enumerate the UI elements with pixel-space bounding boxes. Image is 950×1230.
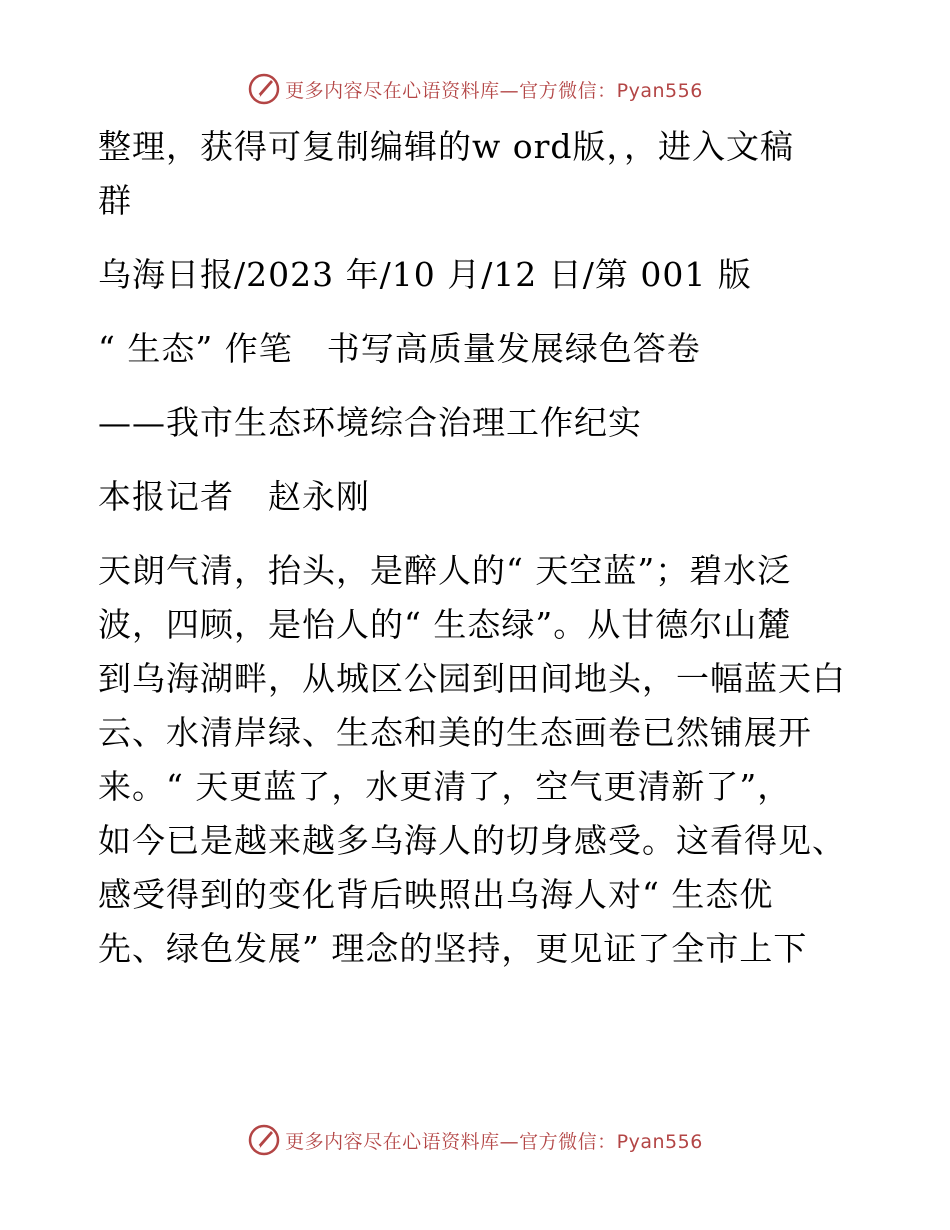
body-line: 波，四顾，是怡人的“ 生态绿”。从甘德尔山麓 [98, 605, 792, 644]
body-line: 到乌海湖畔，从城区公园到田间地头，一幅蓝天白 [98, 659, 846, 698]
header-watermark [0, 69, 950, 109]
body-line: 云、水清岸绿、生态和美的生态画卷已然铺展开 [98, 713, 812, 752]
source-line: 乌海日报/2023 年/10 月/12 日/第 001 版 [98, 255, 752, 294]
body-line: 来。“ 天更蓝了，水更清了，空气更清新了”， [98, 767, 792, 806]
article-subtitle: ——我市生态环境综合治理工作纪实 [98, 403, 642, 442]
byline: 本报记者 赵永刚 [98, 477, 370, 516]
intro-line-2: 群 [98, 181, 132, 220]
quill-logo-icon [247, 72, 281, 106]
document-body [98, 120, 858, 976]
intro-line-1: 整理，获得可复制编辑的w ord版，，进入文稿 [98, 127, 795, 166]
body-line: 如今已是越来越多乌海人的切身感受。这看得见、 [98, 821, 846, 860]
body-line: 先、绿色发展” 理念的坚持，更见证了全市上下 [98, 929, 808, 968]
watermark-text: 更多内容尽在心语资料库—官方微信：Pyan556 [285, 79, 703, 102]
body-line: 天朗气清，抬头，是醉人的“ 天空蓝”；碧水泛 [98, 551, 792, 590]
article-title: “ 生态” 作笔 书写高质量发展绿色答卷 [98, 329, 701, 368]
body-line: 感受得到的变化背后映照出乌海人对“ 生态优 [98, 875, 774, 914]
footer-watermark [0, 1120, 950, 1160]
quill-logo-icon [247, 1123, 281, 1157]
watermark-text: 更多内容尽在心语资料库—官方微信：Pyan556 [285, 1130, 703, 1153]
